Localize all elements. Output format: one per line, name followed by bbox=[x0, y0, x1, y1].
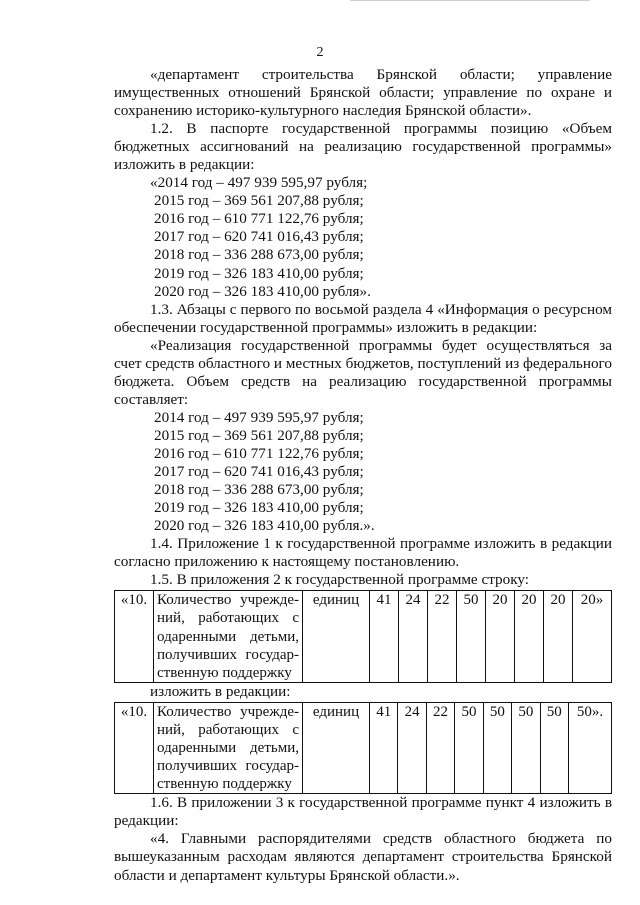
list-item: 2015 год – 369 561 207,88 рубля; bbox=[154, 426, 364, 444]
indicator-line: одаренными детьми, bbox=[157, 740, 299, 757]
indicator-line: получивших государ- bbox=[157, 758, 299, 775]
funding-list-a bbox=[114, 174, 612, 300]
row-value: 22 bbox=[428, 591, 457, 682]
indicator-line: Количество учрежде- bbox=[157, 703, 299, 720]
list-item: 2020 год – 326 183 410,00 рубля.». bbox=[154, 517, 375, 535]
funding-list-b bbox=[114, 409, 612, 535]
quote-1-6: «4. Главными распорядителями средств областного бюджета по вышеуказанным расходам являются департамент строительства Брянской области и департамент культуры Брянской области.». bbox=[114, 830, 612, 884]
row-value: 41 bbox=[370, 702, 398, 793]
label-change: изложить в редакции: bbox=[150, 682, 291, 700]
row-value: 41 bbox=[370, 591, 399, 682]
list-item: 2014 год – 497 939 595,97 рубля; bbox=[154, 408, 364, 426]
row-value: 50 bbox=[455, 702, 483, 793]
row-value: 50 bbox=[457, 591, 486, 682]
scan-edge-line bbox=[350, 0, 590, 1]
list-item: 2017 год – 620 741 016,43 рубля; bbox=[154, 463, 364, 481]
indicator-line: получивших государ- bbox=[157, 646, 299, 663]
row-unit: единиц bbox=[303, 702, 370, 793]
list-item: 2019 год – 326 183 410,00 рубля; bbox=[154, 499, 364, 517]
row-value: 50». bbox=[568, 702, 611, 793]
list-item: 2016 год – 610 771 122,76 рубля; bbox=[154, 210, 364, 228]
row-value: 20 bbox=[486, 591, 515, 682]
row-value: 24 bbox=[398, 702, 426, 793]
list-item: 2019 год – 326 183 410,00 рубля; bbox=[154, 264, 364, 282]
row-value: 20 bbox=[544, 591, 573, 682]
table-old-row bbox=[114, 590, 612, 682]
section-1-6: 1.6. В приложении 3 к государственной программе пункт 4 изложить в редакции: bbox=[114, 794, 612, 830]
section-1-3: 1.3. Абзацы с первого по восьмой раздела 4 «Информация о ресурсном обеспечении государственной программы» изложить в редакции: bbox=[114, 300, 612, 336]
list-item: 2020 год – 326 183 410,00 рубля». bbox=[154, 282, 371, 300]
list-item: 2018 год – 336 288 673,00 рубля; bbox=[154, 246, 364, 264]
section-1-4: 1.4. Приложение 1 к государственной программе изложить в редакции согласно приложению к настоящему постановлению. bbox=[114, 535, 612, 571]
row-value: 24 bbox=[399, 591, 428, 682]
indicator-line: ний, работающих с bbox=[157, 610, 299, 627]
table-row bbox=[115, 702, 612, 793]
page-number: 2 bbox=[316, 45, 324, 60]
list-item: 2015 год – 369 561 207,88 рубля; bbox=[154, 192, 364, 210]
list-item: 2017 год – 620 741 016,43 рубля; bbox=[154, 228, 364, 246]
indicator-line: ний, работающих с bbox=[157, 721, 299, 738]
quote-1-3: «Реализация государственной программы будет осуществляться за счет средств областного и местных бюджетов, поступлений из федерального бюджета. Объем средств на реализацию государственной программы составляет: bbox=[114, 336, 612, 408]
row-value: 50 bbox=[540, 702, 568, 793]
row-value: 50 bbox=[483, 702, 511, 793]
list-item: 2016 год – 610 771 122,76 рубля; bbox=[154, 444, 364, 462]
row-indicator-name bbox=[154, 702, 303, 793]
list-item: 2018 год – 336 288 673,00 рубля; bbox=[154, 481, 364, 499]
list-item: «2014 год – 497 939 595,97 рубля; bbox=[150, 174, 368, 192]
table-row bbox=[115, 591, 612, 682]
row-value: 22 bbox=[426, 702, 454, 793]
indicator-line: одаренными детьми, bbox=[157, 628, 299, 645]
paragraph-intro: «департамент строительства Брянской области; управление имущественных отношений Брянской области; управление по охране и сохранению историко-культурного наследия Брянской области». bbox=[114, 66, 612, 120]
row-value: 20» bbox=[573, 591, 612, 682]
row-number: «10. bbox=[115, 591, 154, 682]
section-1-2: 1.2. В паспорте государственной программы позицию «Объем бюджетных ассигнований на реализацию государственной программы» изложить в редакции: bbox=[114, 120, 612, 174]
row-indicator-name bbox=[154, 591, 303, 682]
row-value: 50 bbox=[512, 702, 540, 793]
document-body bbox=[114, 66, 612, 885]
indicator-line: Количество учрежде- bbox=[157, 592, 299, 609]
indicator-line: ственную поддержку bbox=[157, 776, 292, 793]
section-1-5: 1.5. В приложения 2 к государственной программе строку: bbox=[150, 571, 529, 589]
table-new-row bbox=[114, 702, 612, 794]
row-number: «10. bbox=[115, 702, 154, 793]
row-value: 20 bbox=[515, 591, 544, 682]
row-unit: единиц bbox=[303, 591, 370, 682]
indicator-line: ственную поддержку bbox=[157, 664, 292, 681]
